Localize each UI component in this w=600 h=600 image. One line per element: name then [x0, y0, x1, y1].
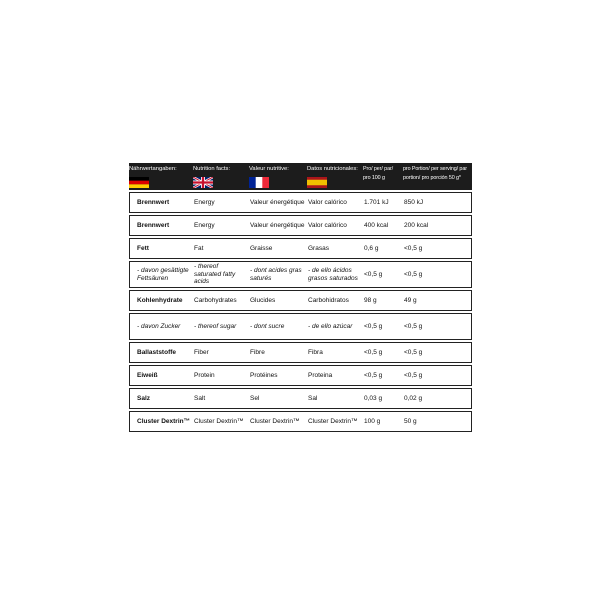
table-row-energy-kj	[129, 192, 472, 213]
nutrient-es: Valor calórico	[308, 198, 347, 206]
table-row-energy-kcal	[129, 215, 472, 236]
header-per-100g-line1: Pro/ per/ par/	[363, 166, 394, 172]
table-row-saturated-fat	[129, 261, 472, 288]
value-per-100g: 0,6 g	[364, 244, 379, 252]
france-flag-icon	[249, 177, 269, 188]
nutrient-de: Cluster Dextrin™	[137, 417, 191, 425]
table-row-fiber	[129, 342, 472, 363]
spain-flag-icon	[307, 177, 327, 188]
nutrient-fr: Protéines	[250, 371, 278, 379]
header-label-fr: Valeur nutritive:	[249, 166, 289, 172]
value-per-portion: 850 kJ	[404, 198, 424, 206]
header-cell-german	[129, 163, 193, 190]
nutrient-en: Energy	[194, 198, 215, 206]
germany-flag-icon	[129, 177, 149, 188]
value-per-100g: 100 g	[364, 417, 381, 425]
uk-flag-icon	[193, 177, 213, 188]
nutrient-es: - de ello ácidos grasos saturados	[308, 267, 358, 282]
value-per-portion: <0,5 g	[404, 270, 423, 278]
nutrient-en: Fat	[194, 244, 204, 252]
table-row-salt	[129, 388, 472, 409]
value-per-100g: 400 kcal	[364, 221, 389, 229]
nutrient-fr: Cluster Dextrin™	[250, 417, 300, 425]
nutrient-es: Carbohidratos	[308, 296, 349, 304]
header-per-portion-line2: portion/ pro porción 50 g*	[403, 174, 461, 181]
table-row-fat	[129, 238, 472, 259]
nutrient-en: Protein	[194, 371, 215, 379]
header-label-de: Nährwertangaben:	[129, 166, 177, 172]
header-cell-per-100g	[363, 163, 403, 190]
value-per-portion: 0,02 g	[404, 394, 423, 402]
nutrient-fr: Valeur énergétique	[250, 221, 305, 229]
nutrient-fr: Valeur énergétique	[250, 198, 305, 206]
nutrient-de: Brennwert	[137, 221, 170, 229]
nutrient-de: Salz	[137, 394, 151, 402]
nutrient-en: - thereof sugar	[194, 322, 237, 330]
nutrient-en: Carbohydrates	[194, 296, 237, 304]
nutrient-fr: Graisse	[250, 244, 273, 252]
value-per-100g: <0,5 g	[364, 371, 383, 379]
nutrient-de: Kohlenhydrate	[137, 296, 183, 304]
nutrient-en: Salt	[194, 394, 206, 402]
value-per-100g: 98 g	[364, 296, 377, 304]
nutrient-de: - davon gesättigte Fettsäuren	[137, 267, 189, 282]
header-cell-per-portion	[403, 163, 472, 190]
value-per-portion: 200 kcal	[404, 221, 429, 229]
value-per-100g: <0,5 g	[364, 270, 383, 278]
nutrient-es: Valor calórico	[308, 221, 347, 229]
nutrient-fr: - dont sucre	[250, 322, 285, 330]
header-cell-english	[193, 163, 249, 190]
nutrient-es: Grasas	[308, 244, 329, 252]
header-label-en: Nutrition facts:	[193, 166, 231, 172]
table-header-row	[129, 163, 472, 190]
header-per-100g-line2: pro 100 g	[363, 174, 385, 181]
value-per-portion: 50 g	[404, 417, 417, 425]
nutrient-es: Cluster Dextrin™	[308, 417, 358, 425]
nutrient-fr: Fibre	[250, 348, 265, 356]
header-cell-french	[249, 163, 307, 190]
nutrient-de: - davon Zucker	[137, 322, 181, 330]
nutrient-de: Eiweiß	[137, 371, 158, 379]
nutrient-fr: Glucides	[250, 296, 276, 304]
value-per-portion: <0,5 g	[404, 322, 423, 330]
nutrient-en: - thereof saturated fatty acids	[194, 263, 236, 286]
nutrient-es: Fibra	[308, 348, 323, 356]
header-per-portion-line1: pro Portion/ per serving/ par	[403, 166, 467, 172]
nutrient-en: Energy	[194, 221, 215, 229]
value-per-portion: <0,5 g	[404, 371, 423, 379]
value-per-100g: <0,5 g	[364, 322, 383, 330]
nutrient-es: Proteina	[308, 371, 333, 379]
nutrient-fr: - dont acides gras saturés	[250, 267, 302, 282]
nutrient-de: Ballaststoffe	[137, 348, 177, 356]
nutrient-en: Cluster Dextrin™	[194, 417, 244, 425]
nutrient-de: Brennwert	[137, 198, 170, 206]
value-per-100g: 0,03 g	[364, 394, 383, 402]
nutrient-de: Fett	[137, 244, 149, 252]
nutrient-es: - de ello azúcar	[308, 322, 353, 330]
table-row-sugar	[129, 313, 472, 340]
table-row-carbohydrates	[129, 290, 472, 311]
nutrition-table	[129, 163, 472, 432]
value-per-100g: 1.701 kJ	[364, 198, 389, 206]
header-cell-spanish	[307, 163, 363, 190]
header-label-es: Datos nutricionales:	[307, 166, 358, 172]
value-per-portion: 49 g	[404, 296, 417, 304]
nutrient-fr: Sel	[250, 394, 260, 402]
table-row-cluster-dextrin	[129, 411, 472, 432]
nutrient-es: Sal	[308, 394, 318, 402]
value-per-100g: <0,5 g	[364, 348, 383, 356]
nutrient-en: Fiber	[194, 348, 209, 356]
value-per-portion: <0,5 g	[404, 348, 423, 356]
table-row-protein	[129, 365, 472, 386]
value-per-portion: <0,5 g	[404, 244, 423, 252]
